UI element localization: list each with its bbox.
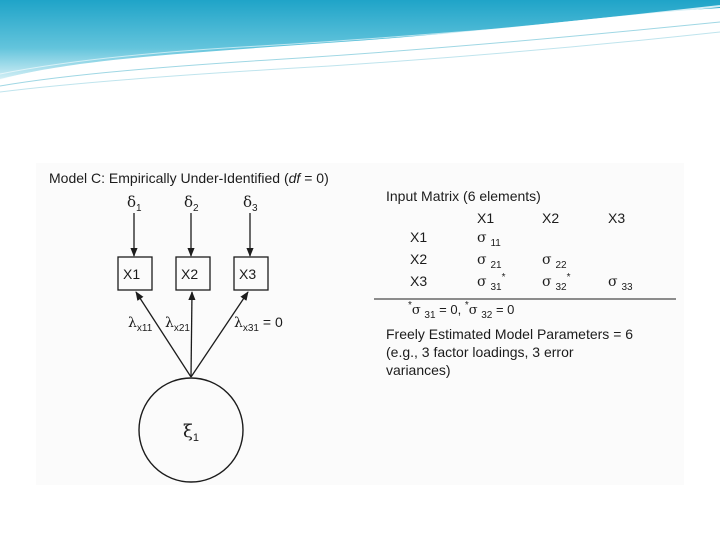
matrix-cell-s22 — [542, 252, 567, 271]
delta-symbol: δ — [184, 193, 194, 211]
error-delta-1 — [127, 193, 142, 214]
loading-suffix: = 0 — [259, 314, 283, 330]
matrix-title: Input Matrix (6 elements) — [386, 188, 541, 204]
matrix-row-label-x3: X3 — [410, 273, 428, 289]
loading-arrow — [191, 292, 192, 377]
loading-arrow — [191, 292, 248, 377]
sigma-subscript: 32 — [481, 310, 493, 321]
matrix-cell-s33 — [608, 274, 633, 293]
cell-mark: * — [501, 272, 506, 283]
footnote-star: * — [464, 300, 469, 311]
matrix-cell-s31 — [477, 272, 506, 293]
sigma-subscript: 33 — [621, 282, 633, 293]
error-delta-3 — [243, 193, 258, 214]
sigma-symbol: σ — [608, 274, 618, 290]
loading-label-2 — [165, 315, 190, 334]
factor-label — [183, 421, 200, 444]
footnote-star: * — [408, 300, 412, 311]
matrix-cell-s32 — [542, 272, 571, 293]
sigma-symbol: σ — [477, 274, 487, 290]
sigma-symbol: σ — [411, 303, 421, 318]
model-title-suffix: = 0) — [300, 170, 329, 186]
sigma-symbol: σ — [542, 274, 552, 290]
sigma-symbol: σ — [477, 252, 487, 268]
sigma-subscript: 11 — [490, 238, 501, 249]
matrix-cell-s21 — [477, 252, 502, 271]
delta-subscript: 2 — [193, 203, 199, 214]
model-title-df: df — [288, 170, 301, 186]
matrix-col-header-x2: X2 — [542, 210, 560, 226]
sigma-subscript: 21 — [490, 260, 502, 271]
lambda-subscript: x21 — [173, 323, 190, 334]
matrix-col-header-x3: X3 — [608, 210, 626, 226]
matrix-row-label-x2: X2 — [410, 251, 428, 267]
sigma-subscript: 22 — [555, 260, 567, 271]
sigma-subscript: 31 — [424, 310, 436, 321]
matrix-col-header-x1: X1 — [477, 210, 495, 226]
xi-symbol: ξ — [183, 421, 193, 442]
sigma-symbol: σ — [468, 303, 478, 318]
matrix-row-label-x1: X1 — [410, 229, 428, 245]
params-line-3: variances) — [386, 362, 451, 378]
header-wave — [0, 0, 720, 80]
footnote-value: = 0 — [492, 302, 515, 317]
matrix-footnote — [408, 300, 515, 321]
sigma-symbol: σ — [477, 230, 487, 246]
error-delta-2 — [184, 193, 199, 214]
indicator-label-x2: X2 — [181, 266, 199, 282]
cell-mark: * — [566, 272, 571, 283]
sigma-subscript: 32 — [555, 282, 567, 293]
model-title — [49, 171, 329, 185]
params-line-1: Freely Estimated Model Parameters = 6 — [386, 326, 634, 342]
lambda-subscript: x31 — [242, 323, 259, 334]
lambda-symbol: λ — [165, 315, 174, 331]
delta-symbol: δ — [127, 193, 137, 211]
lambda-symbol: λ — [128, 315, 137, 331]
sigma-subscript: 31 — [490, 282, 502, 293]
xi-subscript: 1 — [192, 432, 200, 444]
indicator-label-x3: X3 — [239, 266, 257, 282]
loading-label-1 — [128, 315, 153, 334]
matrix-cell-s11 — [477, 230, 501, 249]
delta-subscript: 1 — [136, 203, 142, 214]
model-title-prefix: Model C: Empirically Under-Identified ( — [49, 170, 289, 186]
sigma-symbol: σ — [542, 252, 552, 268]
indicator-label-x1: X1 — [123, 266, 141, 282]
lambda-symbol: λ — [234, 315, 243, 331]
loading-arrow — [136, 292, 191, 377]
params-line-2: (e.g., 3 factor loadings, 3 error — [386, 344, 574, 360]
loading-label-3 — [234, 314, 283, 334]
lambda-subscript: x11 — [136, 323, 153, 334]
delta-symbol: δ — [243, 193, 253, 211]
model-figure — [36, 163, 684, 485]
delta-subscript: 3 — [252, 203, 258, 214]
footnote-value: = 0, — [435, 302, 462, 317]
